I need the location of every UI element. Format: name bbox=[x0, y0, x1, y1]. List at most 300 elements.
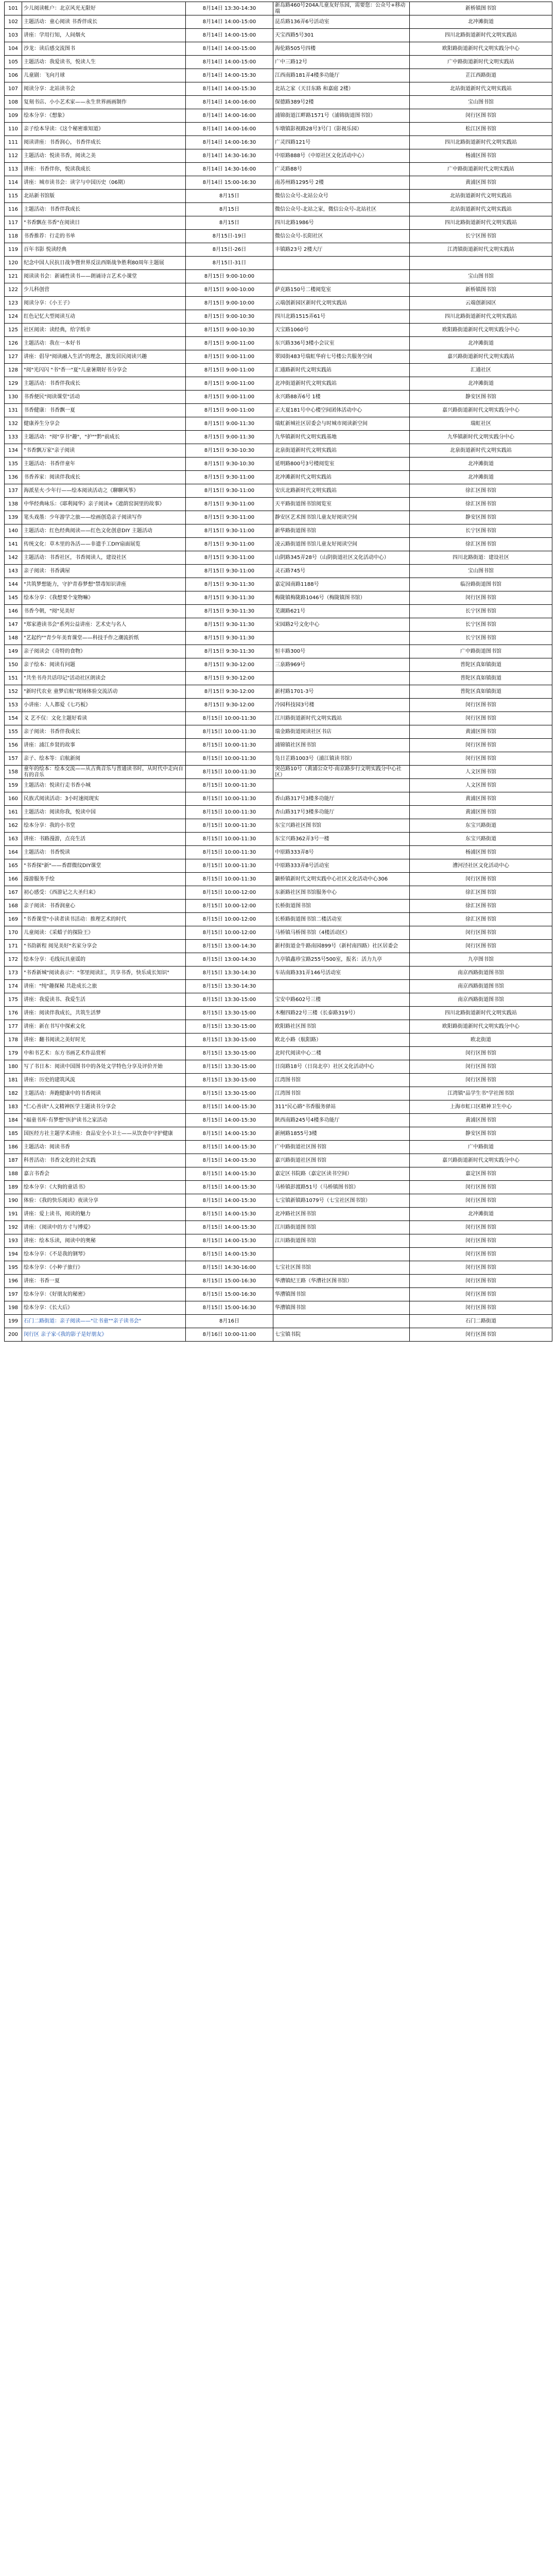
activity-cell: 讲座：我爱读书、我爱生活 bbox=[22, 993, 186, 1007]
date-time-cell: 8月15日 9:00-11:00 bbox=[186, 391, 273, 404]
location-cell: 翠园街483号瑞虹华府七号楼公共服务空间 bbox=[273, 350, 410, 364]
table-row bbox=[5, 792, 552, 806]
row-number-cell: 139 bbox=[5, 511, 22, 524]
row-number-cell: 109 bbox=[5, 109, 22, 123]
organizer-cell: 宝山图书馆 bbox=[410, 565, 552, 578]
row-number-cell: 172 bbox=[5, 953, 22, 967]
date-time-cell: 8月15日 9:00-10:00 bbox=[186, 297, 273, 310]
row-number-cell: 127 bbox=[5, 350, 22, 364]
date-time-cell: 8月15日 10:00-11:30 bbox=[186, 873, 273, 886]
organizer-cell: 杨浦区图书馆 bbox=[410, 846, 552, 859]
location-cell: 浦锦镇社区图书馆 bbox=[273, 739, 410, 752]
activity-cell: 绘本分享：《不是我的钢琴》 bbox=[22, 1248, 186, 1261]
row-number-cell: 151 bbox=[5, 672, 22, 685]
table-row bbox=[5, 230, 552, 243]
activity-cell: 讲座：历史的建筑风流 bbox=[22, 1074, 186, 1087]
location-cell: 北冲街道新时代文明实践站 bbox=[273, 377, 410, 391]
table-row bbox=[5, 632, 552, 645]
location-cell: 四川北路1986号 bbox=[273, 216, 410, 230]
date-time-cell: 8月14日 13:30-14:30 bbox=[186, 2, 273, 15]
table-row bbox=[5, 618, 552, 632]
location-cell: 凌云路街道图书馆儿童友好阅读空间 bbox=[273, 538, 410, 551]
table-row bbox=[5, 538, 552, 551]
organizer-cell: 上海市虹口区精神卫生中心 bbox=[410, 1100, 552, 1114]
date-time-cell: 8月15日 9:30-12:00 bbox=[186, 672, 273, 685]
row-number-cell: 165 bbox=[5, 859, 22, 873]
organizer-cell: 南京西路街道图书馆 bbox=[410, 993, 552, 1007]
row-number-cell: 159 bbox=[5, 779, 22, 792]
activity-cell: 复刻书店、小小艺术家——永生世界画画制作 bbox=[22, 96, 186, 109]
location-cell: 马桥镇马桥图书馆（4楼活动区） bbox=[273, 926, 410, 940]
row-number-cell: 174 bbox=[5, 980, 22, 993]
location-cell: 嘉兴路街道社区图书馆 bbox=[273, 1154, 410, 1167]
row-number-cell: 181 bbox=[5, 1074, 22, 1087]
location-cell bbox=[273, 632, 410, 645]
row-number-cell: 152 bbox=[5, 685, 22, 699]
organizer-cell: 闵行区图书馆 bbox=[410, 1047, 552, 1060]
row-number-cell: 122 bbox=[5, 283, 22, 297]
activity-cell: 百年书影 悦读经典 bbox=[22, 243, 186, 257]
table-row bbox=[5, 658, 552, 672]
row-number-cell: 193 bbox=[5, 1234, 22, 1248]
row-number-cell: 178 bbox=[5, 1033, 22, 1047]
table-row bbox=[5, 444, 552, 457]
table-row bbox=[5, 993, 552, 1007]
date-time-cell: 8月14日 14:00-15:00 bbox=[186, 56, 273, 69]
location-cell: 马桥镇彭渡路51号（马桥镇图书馆） bbox=[273, 1181, 410, 1194]
row-number-cell: 113 bbox=[5, 163, 22, 176]
date-time-cell: 8月15日 9:30-12:00 bbox=[186, 658, 273, 672]
location-cell: 浦锦街道江畔路1571号（浦锦街道图书馆） bbox=[273, 109, 410, 123]
organizer-cell: 广中路街道新时代文明实践站 bbox=[410, 56, 552, 69]
table-row bbox=[5, 1248, 552, 1261]
location-cell: 嘉定园南路1188号 bbox=[273, 578, 410, 591]
activity-cell: 少儿科创营 bbox=[22, 283, 186, 297]
date-time-cell: 8月15日 13:00-14:30 bbox=[186, 953, 273, 967]
organizer-cell: 新桥镇图书馆 bbox=[410, 2, 552, 15]
table-row bbox=[5, 69, 552, 82]
event-schedule-body bbox=[5, 2, 552, 1342]
date-time-cell: 8月15日 9:30-11:30 bbox=[186, 605, 273, 618]
row-number-cell: 189 bbox=[5, 1181, 22, 1194]
location-cell: 九华镇新时代文明实践基地 bbox=[273, 431, 410, 444]
date-time-cell: 8月15日 15:00-16:30 bbox=[186, 1275, 273, 1288]
date-time-cell: 8月15日 10:00-11:30 bbox=[186, 859, 273, 873]
table-row bbox=[5, 216, 552, 230]
table-row bbox=[5, 1100, 552, 1114]
table-row bbox=[5, 1328, 552, 1342]
table-row bbox=[5, 176, 552, 190]
table-row bbox=[5, 56, 552, 69]
date-time-cell: 8月14日 14:00-16:00 bbox=[186, 123, 273, 136]
table-row bbox=[5, 457, 552, 471]
location-cell: 宝安中路602号三楼 bbox=[273, 993, 410, 1007]
row-number-cell: 136 bbox=[5, 471, 22, 484]
activity-cell: 阅读分享：北站读书会 bbox=[22, 82, 186, 96]
location-cell: 昆岳路136弄6号活动室 bbox=[273, 15, 410, 29]
activity-cell: 主题活动：书香悦读 bbox=[22, 846, 186, 859]
date-time-cell: 8月15日 14:00-15:30 bbox=[186, 1208, 273, 1221]
organizer-cell: 普陀区真如镇街道 bbox=[410, 685, 552, 699]
table-row bbox=[5, 1060, 552, 1074]
organizer-cell: 闵行区图书馆 bbox=[410, 1288, 552, 1301]
organizer-cell: 闵行区图书馆 bbox=[410, 752, 552, 766]
row-number-cell: 177 bbox=[5, 1020, 22, 1033]
location-cell: 新岛路460号204A儿童友好乐园，需要您：公众号+移动端 bbox=[273, 2, 410, 15]
activity-cell: 书香推荐：行走的书单 bbox=[22, 230, 186, 243]
table-row bbox=[5, 82, 552, 96]
row-number-cell: 137 bbox=[5, 484, 22, 498]
activity-cell: 亲子阅读：书香润童心 bbox=[22, 900, 186, 913]
location-cell: 欧北小路（航阳路） bbox=[273, 1033, 410, 1047]
row-number-cell: 135 bbox=[5, 457, 22, 471]
location-cell: 香山路317号3楼多功能厅 bbox=[273, 792, 410, 806]
activity-cell: "阅"光闪闪 "书"香一"夏"儿童暑期好书分享会 bbox=[22, 364, 186, 377]
date-time-cell: 8月15日 13:30-14:30 bbox=[186, 980, 273, 993]
row-number-cell: 118 bbox=[5, 230, 22, 243]
row-number-cell: 157 bbox=[5, 752, 22, 766]
row-number-cell: 176 bbox=[5, 1007, 22, 1020]
table-row bbox=[5, 149, 552, 163]
organizer-cell bbox=[410, 257, 552, 270]
date-time-cell: 8月15日 9:00-10:30 bbox=[186, 324, 273, 337]
location-cell: 微信公众号-北站之家，微信公众号-北站社区 bbox=[273, 203, 410, 216]
location-cell: 江西南路181弄4楼多功能厅 bbox=[273, 69, 410, 82]
row-number-cell: 143 bbox=[5, 565, 22, 578]
table-row bbox=[5, 243, 552, 257]
row-number-cell: 146 bbox=[5, 605, 22, 618]
activity-cell: 绘本分享：我的小书堂 bbox=[22, 819, 186, 833]
row-number-cell: 121 bbox=[5, 270, 22, 283]
activity-cell: 亲子阅读：书香满屋 bbox=[22, 565, 186, 578]
location-cell: 江川路街道新时代文明实践站 bbox=[273, 712, 410, 725]
activity-cell: 亲子阅读：书香伴我成长 bbox=[22, 725, 186, 739]
date-time-cell: 8月14日 14:00-15:30 bbox=[186, 69, 273, 82]
organizer-cell: 闵行区图书馆 bbox=[410, 1194, 552, 1208]
organizer-cell: 闵行区图书馆 bbox=[410, 926, 552, 940]
table-row bbox=[5, 699, 552, 712]
date-time-cell: 8月15日 13:30-15:00 bbox=[186, 1074, 273, 1087]
row-number-cell: 150 bbox=[5, 658, 22, 672]
row-number-cell: 124 bbox=[5, 310, 22, 324]
organizer-cell: 长宁区图书馆 bbox=[410, 524, 552, 538]
organizer-cell: 徐汇区图书馆 bbox=[410, 900, 552, 913]
location-cell: 杏山路317号3楼多功能厅 bbox=[273, 806, 410, 819]
location-cell: 丰镇路23号 2楼大厅 bbox=[273, 243, 410, 257]
row-number-cell: 134 bbox=[5, 444, 22, 457]
organizer-cell: 欧阳路街道新时代文明实践分中心 bbox=[410, 42, 552, 56]
organizer-cell: 广中路街道新时代文明实践站 bbox=[410, 163, 552, 176]
row-number-cell: 145 bbox=[5, 591, 22, 605]
table-row bbox=[5, 1208, 552, 1221]
date-time-cell: 8月14日 14:00-15:00 bbox=[186, 29, 273, 42]
event-schedule-table bbox=[4, 2, 552, 1342]
date-time-cell: 8月15日 13:00-14:30 bbox=[186, 940, 273, 953]
organizer-cell: 闵行区图书馆 bbox=[410, 1261, 552, 1275]
row-number-cell: 108 bbox=[5, 96, 22, 109]
table-row bbox=[5, 578, 552, 591]
organizer-cell: 北冲滩街道 bbox=[410, 471, 552, 484]
date-time-cell: 8月14日 14:30-16:30 bbox=[186, 149, 273, 163]
activity-cell: 义 艺不仅：文化主题好看读 bbox=[22, 712, 186, 725]
location-cell: 南苏州路1295号 2楼 bbox=[273, 176, 410, 190]
activity-cell: 讲座：新在书写中探索文化 bbox=[22, 1020, 186, 1033]
row-number-cell: 194 bbox=[5, 1248, 22, 1261]
row-number-cell: 184 bbox=[5, 1114, 22, 1127]
row-number-cell: 167 bbox=[5, 886, 22, 900]
activity-cell: "书香飘在书香"在阅读日 bbox=[22, 216, 186, 230]
activity-cell: 主题活动：悦读行走书香小城 bbox=[22, 779, 186, 792]
date-time-cell: 8月14日 14:30-16:00 bbox=[186, 163, 273, 176]
location-cell: 瑞金路街道阅读社区书店 bbox=[273, 725, 410, 739]
location-cell: 七宝社区图书馆 bbox=[273, 1261, 410, 1275]
activity-cell: 主题活动：书香社区，书香阅读人，建设社区 bbox=[22, 551, 186, 565]
date-time-cell: 8月14日 15:00-16:30 bbox=[186, 176, 273, 190]
location-cell: 九亭镇鑫珍宝路255号500室，报名：活力九亭 bbox=[273, 953, 410, 967]
organizer-cell: 江湾镇"品学生书"学社图书馆 bbox=[410, 1087, 552, 1100]
location-cell bbox=[273, 980, 410, 993]
date-time-cell: 8月15日 10:00-11:30 bbox=[186, 712, 273, 725]
row-number-cell: 186 bbox=[5, 1141, 22, 1154]
organizer-cell: 北站街道新时代文明实践站 bbox=[410, 190, 552, 203]
organizer-cell: 九亭图书馆 bbox=[410, 953, 552, 967]
activity-cell: 传统文化：草木里的各活——非遗手工DIY扇面展览 bbox=[22, 538, 186, 551]
activity-cell: "共筑梦想能力，守护青春梦想"禁毒知识讲座 bbox=[22, 578, 186, 591]
table-row bbox=[5, 1221, 552, 1234]
date-time-cell: 8月15日 10:00-11:30 bbox=[186, 819, 273, 833]
organizer-cell: 长宁区图书馆 bbox=[410, 632, 552, 645]
table-row bbox=[5, 940, 552, 953]
organizer-cell: 闵行区图书馆 bbox=[410, 1181, 552, 1194]
table-row bbox=[5, 712, 552, 725]
organizer-cell: 北冲滩街道 bbox=[410, 1208, 552, 1221]
organizer-cell: 漕河泾社区文化活动中心 bbox=[410, 859, 552, 873]
location-cell: 广灵路88号 bbox=[273, 163, 410, 176]
organizer-cell: 四川北路街道新时代文明实践站 bbox=[410, 216, 552, 230]
activity-cell: 石门二路街道：亲子阅读——"让书童""亲子读书会" bbox=[22, 1315, 186, 1328]
activity-cell: 体验：《我的快乐阅读》夜读分享 bbox=[22, 1194, 186, 1208]
row-number-cell: 132 bbox=[5, 417, 22, 431]
organizer-cell: 南京西路街道图书馆 bbox=[410, 980, 552, 993]
organizer-cell: 徐汇区图书馆 bbox=[410, 484, 552, 498]
table-row bbox=[5, 1127, 552, 1141]
activity-cell: "书韵新程 阅见美好"名家分享会 bbox=[22, 940, 186, 953]
date-time-cell: 8月15日 10:00-11:30 bbox=[186, 779, 273, 792]
organizer-cell: 松江区图书馆 bbox=[410, 123, 552, 136]
table-row bbox=[5, 1020, 552, 1033]
table-row bbox=[5, 417, 552, 431]
organizer-cell: 四川北路街道：建设社区 bbox=[410, 551, 552, 565]
organizer-cell: 闵行区图书馆 bbox=[410, 873, 552, 886]
date-time-cell: 8月15日 9:30-11:00 bbox=[186, 484, 273, 498]
location-cell: 静安区艺术图书馆儿童友好阅读空间 bbox=[273, 511, 410, 524]
date-time-cell: 8月14日 14:00-15:00 bbox=[186, 15, 273, 29]
organizer-cell: 黄浦区图书馆 bbox=[410, 1114, 552, 1127]
organizer-cell: 人文区图书馆 bbox=[410, 766, 552, 779]
organizer-cell: 闵行区图书馆 bbox=[410, 1221, 552, 1234]
row-number-cell: 182 bbox=[5, 1087, 22, 1100]
organizer-cell: 黄浦区图书馆 bbox=[410, 176, 552, 190]
activity-cell: 北站新书馆版 bbox=[22, 190, 186, 203]
row-number-cell: 128 bbox=[5, 364, 22, 377]
activity-cell: 书香养家：阅读伴我成长 bbox=[22, 471, 186, 484]
table-row bbox=[5, 565, 552, 578]
organizer-cell: 闵行区图书馆 bbox=[410, 1275, 552, 1288]
location-cell: 江湾图书馆 bbox=[273, 1074, 410, 1087]
activity-cell: 嘉言书香会 bbox=[22, 1167, 186, 1181]
date-time-cell: 8月15日 14:00-15:30 bbox=[186, 1221, 273, 1234]
location-cell: 瑞虹新城社区居委会与时城市阅读新空间 bbox=[273, 417, 410, 431]
organizer-cell: 闵行区图书馆 bbox=[410, 739, 552, 752]
date-time-cell: 8月15日 14:00-15:30 bbox=[186, 1127, 273, 1141]
row-number-cell: 112 bbox=[5, 149, 22, 163]
row-number-cell: 191 bbox=[5, 1208, 22, 1221]
row-number-cell: 123 bbox=[5, 297, 22, 310]
table-row bbox=[5, 257, 552, 270]
date-time-cell: 8月15日 13:30-15:00 bbox=[186, 993, 273, 1007]
date-time-cell: 8月15日 9:00-10:00 bbox=[186, 270, 273, 283]
location-cell: 日岗路18号（日岗北亭）社区文化活动中心 bbox=[273, 1060, 410, 1074]
location-cell: 永兴路88弄6号 1楼 bbox=[273, 391, 410, 404]
organizer-cell: 黄浦区图书馆 bbox=[410, 792, 552, 806]
row-number-cell: 168 bbox=[5, 900, 22, 913]
date-time-cell: 8月14日 14:00-15:30 bbox=[186, 82, 273, 96]
row-number-cell: 106 bbox=[5, 69, 22, 82]
activity-cell: 讲座：爱上读书，阅读的魅力 bbox=[22, 1208, 186, 1221]
date-time-cell: 8月15日 13:30-15:00 bbox=[186, 1007, 273, 1020]
date-time-cell: 8月15日 14:30-16:00 bbox=[186, 1261, 273, 1275]
organizer-cell: 瑞虹社区 bbox=[410, 417, 552, 431]
date-time-cell: 8月15日 14:00-15:30 bbox=[186, 1141, 273, 1154]
table-row bbox=[5, 270, 552, 283]
row-number-cell: 105 bbox=[5, 56, 22, 69]
activity-cell: "仁心善读"人文精神医学主题读书分享会 bbox=[22, 1100, 186, 1114]
organizer-cell: 九华镇新时代文明实践分中心 bbox=[410, 431, 552, 444]
location-cell: 东宝兴路362弄3号一楼 bbox=[273, 833, 410, 846]
date-time-cell: 8月15日 14:00-15:30 bbox=[186, 1114, 273, 1127]
organizer-cell: 广中路街道图书馆 bbox=[410, 645, 552, 658]
activity-cell: 书香今朝，"阅"见美好 bbox=[22, 605, 186, 618]
row-number-cell: 190 bbox=[5, 1194, 22, 1208]
activity-cell: 主题活动：阅读你我，悦读中国 bbox=[22, 806, 186, 819]
location-cell: 江川路街道图书馆 bbox=[273, 1234, 410, 1248]
row-number-cell: 199 bbox=[5, 1315, 22, 1328]
location-cell: 陕西南路245号4楼多功能厅 bbox=[273, 1114, 410, 1127]
activity-cell: 书香健康：书香飘一夏 bbox=[22, 404, 186, 417]
location-cell bbox=[273, 1248, 410, 1261]
row-number-cell: 192 bbox=[5, 1221, 22, 1234]
activity-cell: 绘本分享：《想象》 bbox=[22, 109, 186, 123]
organizer-cell: 欧阳路街道新时代文明实践分中心 bbox=[410, 324, 552, 337]
date-time-cell: 8月15日 15:00-16:30 bbox=[186, 1288, 273, 1301]
location-cell: 广中三路12号 bbox=[273, 56, 410, 69]
date-time-cell: 8月14日 14:00-16:00 bbox=[186, 96, 273, 109]
date-time-cell: 8月15日 13:30-15:00 bbox=[186, 1033, 273, 1047]
activity-cell: 主题活动：书香伴童年 bbox=[22, 457, 186, 471]
organizer-cell: 嘉兴路街道新时代文明实践分中心 bbox=[410, 404, 552, 417]
date-time-cell: 8月15日 bbox=[186, 203, 273, 216]
activity-cell: "书香飘万家"亲子阅读 bbox=[22, 444, 186, 457]
table-row bbox=[5, 1288, 552, 1301]
row-number-cell: 110 bbox=[5, 123, 22, 136]
date-time-cell: 8月15日 14:00-15:30 bbox=[186, 1154, 273, 1167]
activity-cell: 讲座：城市读书会：读字与中国历史（06期） bbox=[22, 176, 186, 190]
table-row bbox=[5, 1141, 552, 1154]
organizer-cell: 嘉定区图书馆 bbox=[410, 1167, 552, 1181]
row-number-cell: 116 bbox=[5, 203, 22, 216]
row-number-cell: 169 bbox=[5, 913, 22, 926]
activity-cell: 绘本分享：《小种子旅行》 bbox=[22, 1261, 186, 1275]
table-row bbox=[5, 123, 552, 136]
table-row bbox=[5, 310, 552, 324]
organizer-cell: 宝山图书馆 bbox=[410, 270, 552, 283]
activity-cell: 绘本分享：《长大后》 bbox=[22, 1301, 186, 1315]
location-cell: 江川路街道图书馆 bbox=[273, 1221, 410, 1234]
activity-cell: 主题活动：悦读书香，阅读之美 bbox=[22, 149, 186, 163]
row-number-cell: 163 bbox=[5, 833, 22, 846]
organizer-cell: 北站街道新时代文明实践站 bbox=[410, 82, 552, 96]
row-number-cell: 140 bbox=[5, 524, 22, 538]
table-row bbox=[5, 404, 552, 417]
location-cell: 宋园路2号文化中心 bbox=[273, 618, 410, 632]
table-row bbox=[5, 431, 552, 444]
date-time-cell: 8月15日 13:30-15:00 bbox=[186, 1020, 273, 1033]
location-cell: 突邑路10号（黄浦公众号·南京路步行文明实践分中心社区） bbox=[273, 766, 410, 779]
row-number-cell: 148 bbox=[5, 632, 22, 645]
location-cell: 北冲滩新时代文明实践站 bbox=[273, 471, 410, 484]
organizer-cell: 徐汇区图书馆 bbox=[410, 538, 552, 551]
organizer-cell: 闵行区图书馆 bbox=[410, 1328, 552, 1342]
table-row bbox=[5, 136, 552, 149]
activity-cell: 讲座：倡导"阅读融入生活"的理念，激发居民阅读兴趣 bbox=[22, 350, 186, 364]
activity-cell: 讲座：翻书阅读之美好时光 bbox=[22, 1033, 186, 1047]
row-number-cell: 117 bbox=[5, 216, 22, 230]
organizer-cell: 江湾镇街道新时代文明实践站 bbox=[410, 243, 552, 257]
table-row bbox=[5, 967, 552, 980]
organizer-cell: 南京西路街道图书馆 bbox=[410, 967, 552, 980]
table-row bbox=[5, 1047, 552, 1060]
date-time-cell: 8月15日 10:00-11:30 bbox=[186, 846, 273, 859]
location-cell: 欧阳路社区图书馆 bbox=[273, 1020, 410, 1033]
table-row bbox=[5, 766, 552, 779]
location-cell: 东宝兴路社区图书馆 bbox=[273, 819, 410, 833]
location-cell: 广灵四路121号 bbox=[273, 136, 410, 149]
date-time-cell: 8月15日 9:00-10:30 bbox=[186, 310, 273, 324]
location-cell: 北冲路社区图书馆 bbox=[273, 1208, 410, 1221]
table-row bbox=[5, 1087, 552, 1100]
date-time-cell: 8月15日 10:00-11:30 bbox=[186, 766, 273, 779]
activity-cell: 讲座：《阅读中的方寸与博爱》 bbox=[22, 1221, 186, 1234]
activity-cell: 绘本分享：毛线玩具童谣的 bbox=[22, 953, 186, 967]
table-row bbox=[5, 337, 552, 350]
activity-cell: 海派星火·少年行——绘本阅读活动之《聊聊风筝》 bbox=[22, 484, 186, 498]
activity-cell: 讲座：阅读伴我成长，共筑生活梦 bbox=[22, 1007, 186, 1020]
row-number-cell: 129 bbox=[5, 377, 22, 391]
organizer-cell: 芷江西路街道 bbox=[410, 69, 552, 82]
location-cell: 七宝镇书院 bbox=[273, 1328, 410, 1342]
location-cell: 车墩镇影视路28号3号门（影视乐园） bbox=[273, 123, 410, 136]
row-number-cell: 156 bbox=[5, 739, 22, 752]
row-number-cell: 153 bbox=[5, 699, 22, 712]
organizer-cell: 四川北路街道新时代文明实践站 bbox=[410, 29, 552, 42]
activity-cell: 阅读读书会：新诵性读书——朗诵诗言艺术小课堂 bbox=[22, 270, 186, 283]
date-time-cell: 8月15日 9:00-11:30 bbox=[186, 417, 273, 431]
table-row bbox=[5, 725, 552, 739]
table-row bbox=[5, 1234, 552, 1248]
activity-cell: 讲座：浦江乡贤的故事 bbox=[22, 739, 186, 752]
row-number-cell: 160 bbox=[5, 792, 22, 806]
table-row bbox=[5, 391, 552, 404]
